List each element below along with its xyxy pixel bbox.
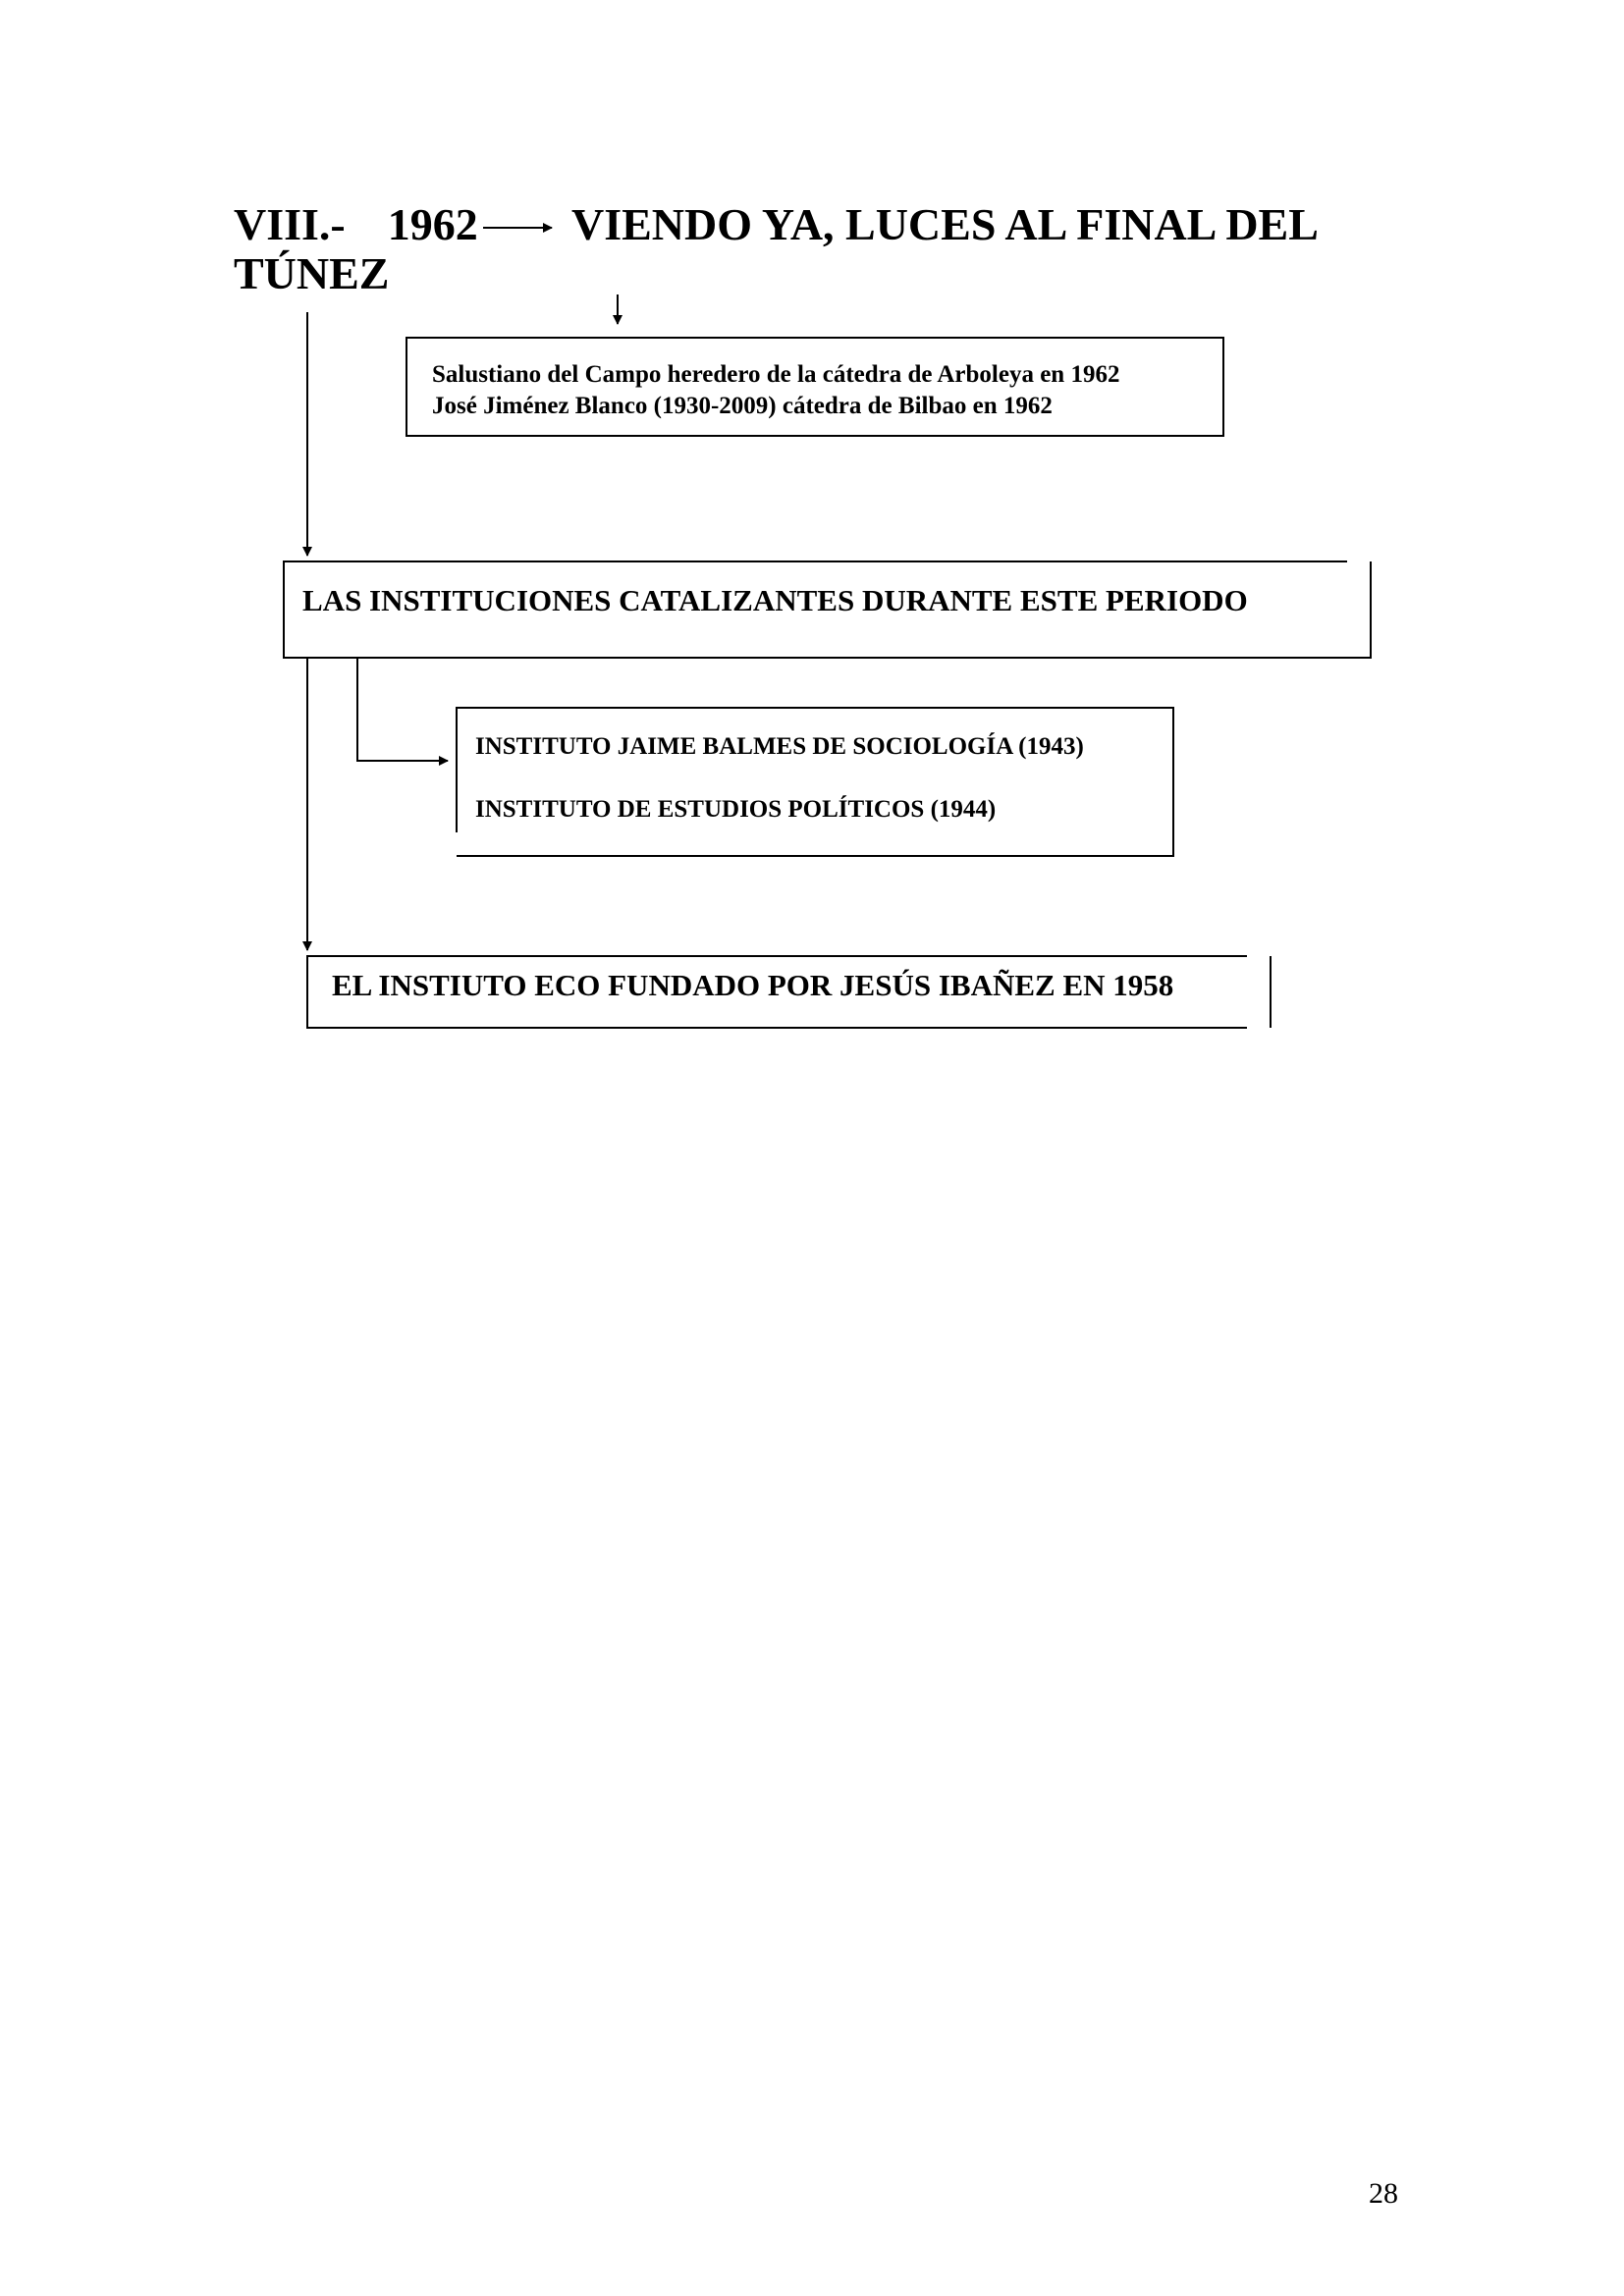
institutions-box-label: LAS INSTITUCIONES CATALIZANTES DURANTE ESTE PERIODO bbox=[302, 583, 1248, 617]
page-number: 28 bbox=[1369, 2177, 1398, 2210]
institutes-box-border bbox=[457, 708, 1173, 856]
section-title-line1: VIENDO YA, LUCES AL FINAL DEL bbox=[571, 199, 1319, 249]
heading-line1 bbox=[234, 200, 478, 249]
institutes-connector bbox=[357, 658, 448, 761]
chairs-box bbox=[432, 359, 1119, 422]
section-title-line2: TÚNEZ bbox=[234, 248, 390, 298]
institutes-item-1: INSTITUTO JAIME BALMES DE SOCIOLOGÍA (1943) bbox=[475, 733, 1084, 760]
institutes-item-2: INSTITUTO DE ESTUDIOS POLÍTICOS (1944) bbox=[475, 796, 997, 823]
eco-box-label: EL INSTIUTO ECO FUNDADO POR JESÚS IBAÑEZ EN 1958 bbox=[332, 968, 1174, 1002]
chairs-line-2: José Jiménez Blanco (1930-2009) cátedra de Bilbao en 1962 bbox=[432, 393, 1053, 419]
section-year: 1962 bbox=[387, 199, 478, 249]
chairs-line-1: Salustiano del Campo heredero de la cátedra de Arboleya en 1962 bbox=[432, 361, 1120, 388]
section-number: VIII.- bbox=[234, 199, 346, 249]
